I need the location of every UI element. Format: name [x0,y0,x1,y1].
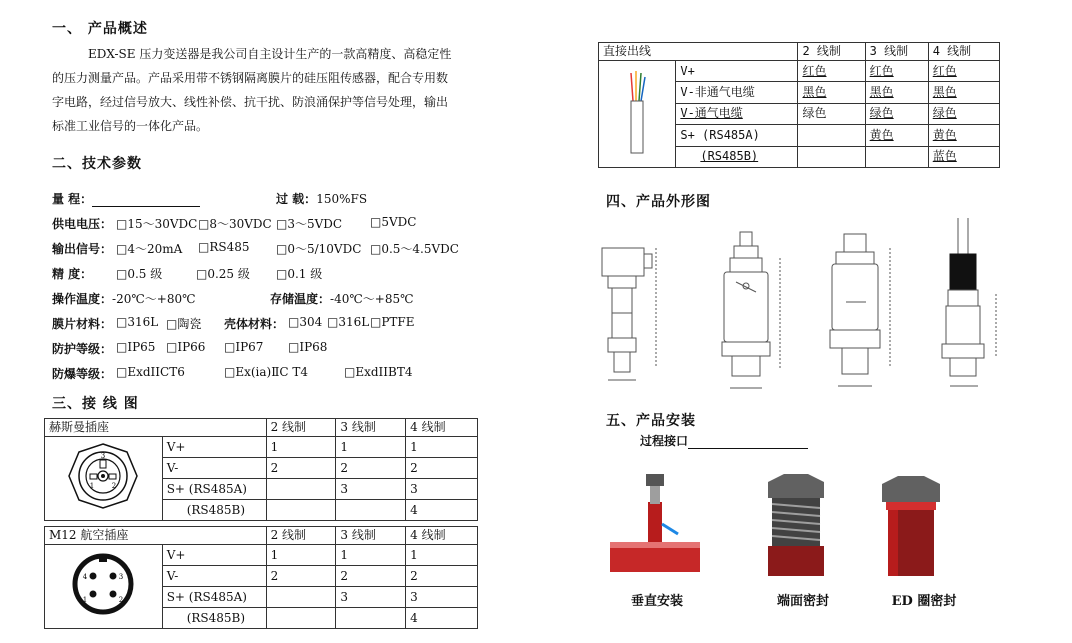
cell-3wire: 绿色 [865,103,928,124]
pin-label: 3 [101,451,106,460]
m12-title: M12 航空插座 [45,527,267,545]
face-seal-image [768,474,824,576]
outline-hirschmann-drawing [602,248,656,380]
pin-label: 1 [90,481,95,490]
cell-2wire: 1 [266,545,336,566]
diaphragm-option[interactable]: □316L [116,315,159,329]
shell-option[interactable]: □PTFE [370,315,415,329]
signal-cell: V+ [162,545,266,566]
signal-cell: V- [162,458,266,479]
cell-2wire [798,125,865,146]
signal-cell: S+ (RS485A) [162,587,266,608]
explosion-option[interactable]: □ExdIICT6 [116,365,185,379]
caption-ed-seal: ED 圈密封 [891,594,957,609]
pin-label: 4 [83,572,88,581]
cell-4wire: 绿色 [928,103,999,124]
overview-text [52,42,472,138]
diaphragm-option[interactable]: □陶瓷 [166,317,202,331]
outline-compact-drawing [830,234,890,386]
cell-4wire: 2 [406,566,478,587]
output-option[interactable]: □4～20mA [116,242,183,256]
cell-2wire: 绿色 [798,103,865,124]
col-4wire: 4 线制 [928,43,999,61]
vertical-install-image [610,474,700,572]
process-blank[interactable] [688,436,808,449]
cell-4wire: 4 [406,500,478,521]
wiring-heading: 三、接 线 图 [52,396,139,412]
overload-label: 过 载： [276,192,317,206]
cell-4wire: 黄色 [928,125,999,146]
table-row [45,545,478,566]
optemp-label: 操作温度： [52,292,113,306]
pin-label: 3 [119,572,124,581]
cell-4wire: 3 [406,479,478,500]
pin-label: 2 [119,595,124,604]
col-3wire: 3 线制 [336,527,406,545]
diaphragm-label: 膜片材料： [52,317,113,331]
param-overload [276,190,367,207]
cell-2wire [266,608,336,629]
signal-cell: V+ [162,437,266,458]
param-sttemp [270,290,414,307]
range-blank[interactable] [92,194,200,207]
outline-m12-drawing [722,232,780,388]
sttemp-label: 存储温度： [270,292,331,306]
accuracy-option[interactable]: □0.1 级 [276,267,323,281]
cell-3wire: 3 [336,479,406,500]
cell-4wire: 4 [406,608,478,629]
pin-label: 1 [83,595,88,604]
col-3wire: 3 线制 [865,43,928,61]
cell-3wire [865,146,928,167]
cell-4wire: 1 [406,437,478,458]
m12-connector-icon [63,546,143,622]
protect-label: 防护等级： [52,342,113,356]
supply-label: 供电电压： [52,217,113,231]
signal-cell: S+ (RS485A) [676,125,798,146]
caption-vertical: 垂直安装 [630,594,683,609]
shell-option[interactable]: □304 [288,315,323,329]
param-supply [52,215,112,232]
cell-4wire: 2 [406,458,478,479]
param-output [52,240,112,257]
output-label: 输出信号： [52,242,113,256]
cell-4wire: 1 [406,545,478,566]
overview-line: 的压力测量产品。产品采用带不锈钢隔离膜片的硅压阻传感器，配合专用数 [52,71,449,85]
cell-2wire: 红色 [798,61,865,82]
cell-2wire: 2 [266,566,336,587]
cell-3wire: 1 [336,545,406,566]
cell-3wire: 2 [336,458,406,479]
shell-label: 壳体材料： [224,317,285,331]
cell-4wire: 红色 [928,61,999,82]
accuracy-label: 精 度： [52,267,93,281]
param-protection [52,340,112,357]
hirschmann-table [44,418,478,521]
signal-cell: V-通气电缆 [676,103,798,124]
range-label: 量 程： [52,192,93,206]
cell-2wire: 1 [266,437,336,458]
explosion-label: 防爆等级： [52,367,113,381]
cell-2wire: 2 [266,458,336,479]
explosion-option[interactable]: □Ex(ia)ⅡC T4 [224,365,309,379]
signal-cell: V+ [676,61,798,82]
cell-2wire [266,479,336,500]
cell-2wire [266,587,336,608]
pin-label: 2 [112,481,117,490]
overview-line: 标准工业信号的一体化产品。 [52,119,209,133]
overload-value: 150%FS [316,192,368,206]
caption-face-seal: 端面密封 [776,594,829,609]
cell-3wire: 黄色 [865,125,928,146]
overview-heading: 一、 产品概述 [52,21,148,37]
param-explosion [52,365,112,382]
col-2wire: 2 线制 [266,419,336,437]
sttemp-value: -40℃～+85℃ [330,292,414,306]
supply-option[interactable]: □15～30VDC [116,217,198,231]
shell-option[interactable]: □316L [327,315,370,329]
process-label: 过程接口 [640,434,689,448]
col-4wire: 4 线制 [406,527,478,545]
cell-4wire: 3 [406,587,478,608]
signal-cell: V- [162,566,266,587]
cell-2wire [798,146,865,167]
signal-cell: (RS485B) [162,500,266,521]
table-row [599,61,1000,82]
hirschmann-connector-cell [45,437,163,521]
param-range [52,190,200,207]
cable-cell [599,61,676,168]
install-illustrations [606,470,1006,580]
param-accuracy [52,265,92,282]
col-2wire: 2 线制 [266,527,336,545]
table-row [45,437,478,458]
outline-cable-drawing [942,218,996,386]
hirschmann-title: 赫斯曼插座 [45,419,267,437]
m12-table [44,526,478,629]
accuracy-option[interactable]: □0.25 级 [196,267,250,281]
ed-ring-seal-image [882,476,940,576]
col-2wire: 2 线制 [798,43,865,61]
output-option[interactable]: □RS485 [198,240,250,254]
param-diaphragm [52,315,112,332]
cell-3wire: 红色 [865,61,928,82]
signal-cell: (RS485B) [162,608,266,629]
supply-option[interactable]: □3～5VDC [276,217,343,231]
cell-3wire: 2 [336,566,406,587]
supply-option[interactable]: □5VDC [370,215,417,229]
signal-cell: (RS485B) [676,146,798,167]
cell-3wire: 黑色 [865,82,928,103]
params-heading: 二、技术参数 [52,156,142,172]
process-interface [640,432,808,449]
cell-3wire: 1 [336,437,406,458]
optemp-value: -20℃～+80℃ [112,292,196,306]
outline-drawings [590,218,1030,398]
hirschmann-connector-icon [63,438,143,514]
protect-option[interactable]: □IP66 [166,340,206,354]
m12-connector-cell [45,545,163,629]
cell-3wire [336,500,406,521]
overview-line: 字电路，经过信号放大、线性补偿、抗干扰、防浪涌保护等信号处理，输出 [52,95,449,109]
cell-2wire [266,500,336,521]
signal-cell: V-非通气电缆 [676,82,798,103]
output-option[interactable]: □0～5/10VDC [276,242,362,256]
cable-icon [607,61,667,161]
col-3wire: 3 线制 [336,419,406,437]
col-4wire: 4 线制 [406,419,478,437]
install-heading: 五、产品安装 [606,413,696,429]
supply-option[interactable]: □8～30VDC [198,217,272,231]
protect-option[interactable]: □IP68 [288,340,328,354]
accuracy-option[interactable]: □0.5 级 [116,267,163,281]
cell-3wire: 3 [336,587,406,608]
cell-2wire: 黑色 [798,82,865,103]
protect-option[interactable]: □IP67 [224,340,264,354]
cell-3wire [336,608,406,629]
direct-wiring-table [598,42,1000,168]
cell-4wire: 蓝色 [928,146,999,167]
protect-option[interactable]: □IP65 [116,340,156,354]
explosion-option[interactable]: □ExdIIBT4 [344,365,413,379]
outline-heading: 四、产品外形图 [606,194,711,210]
param-optemp [52,290,196,307]
cell-4wire: 黑色 [928,82,999,103]
output-option[interactable]: □0.5～4.5VDC [370,242,459,256]
signal-cell: S+ (RS485A) [162,479,266,500]
overview-line: EDX-SE 压力变送器是我公司自主设计生产的一款高精度、高稳定性 [88,47,452,61]
direct-title: 直接出线 [599,43,798,61]
